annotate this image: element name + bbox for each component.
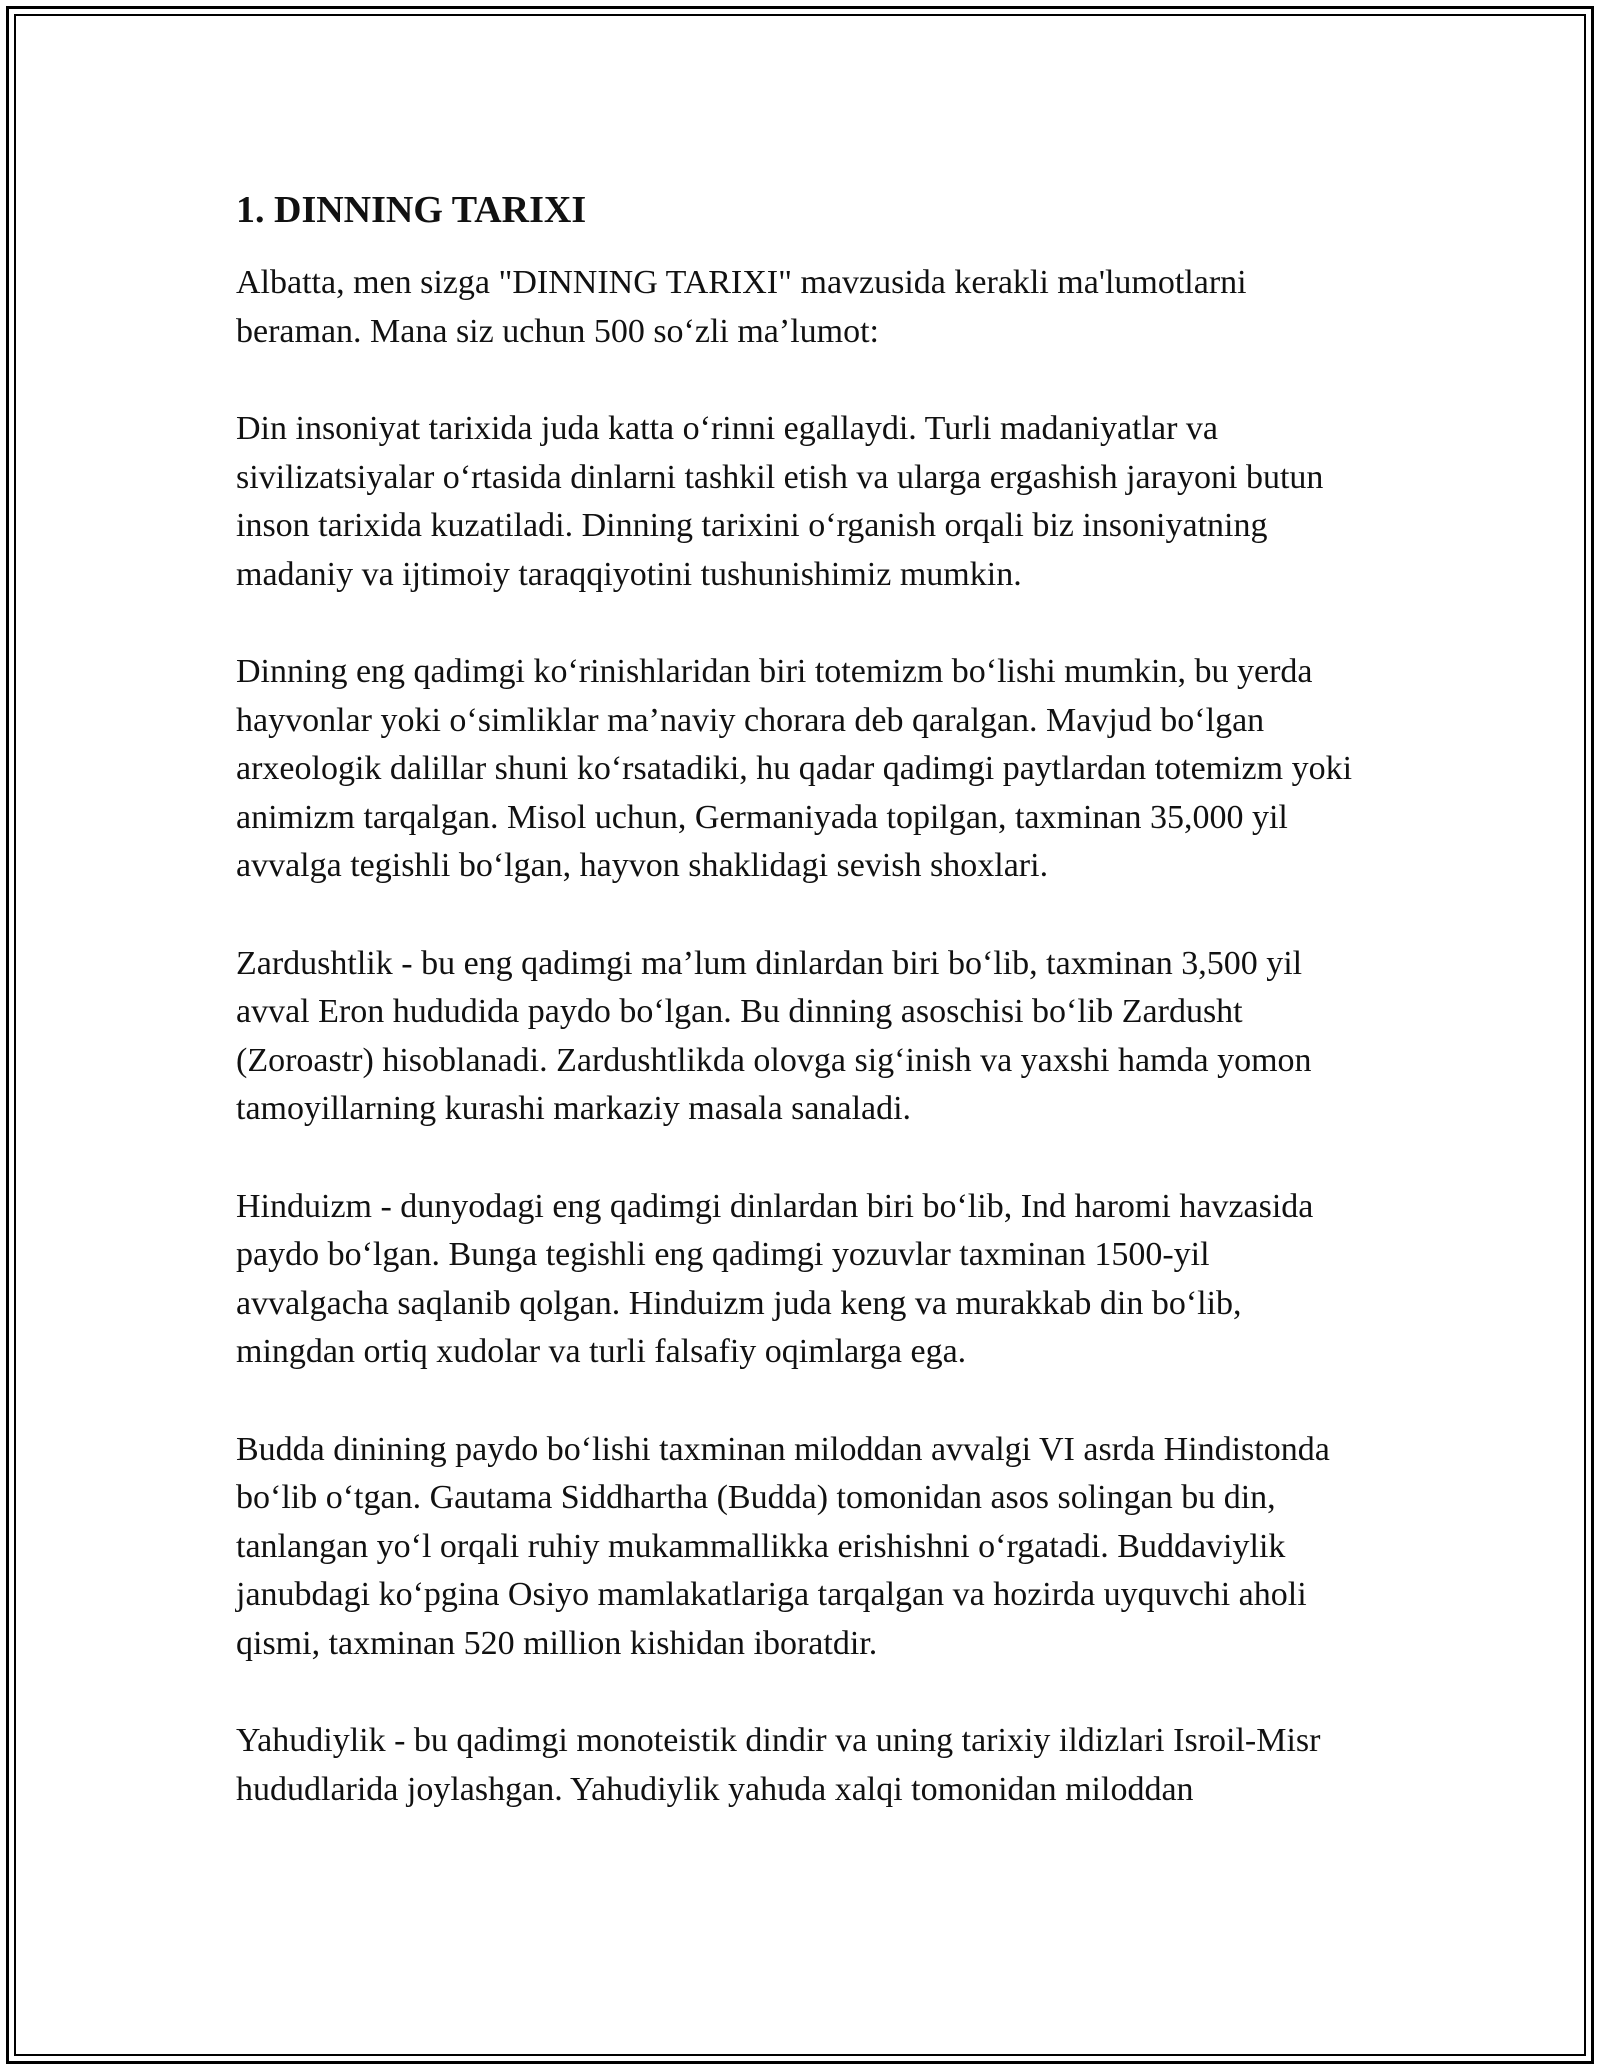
paragraph-yahudiylik: Yahudiylik - bu qadimgi monoteistik dindir va uning tarixiy ildizlari Isroil-Misr hududlarida joylashgan. Yahudiylik yahuda xalqi tomonidan miloddan [236,1722,1321,1808]
paragraph-totemizm: Dinning eng qadimgi ko‘rinishlaridan biri totemizm bo‘lishi mumkin, bu yerda hayvonlar yoki o‘simliklar ma’naviy chorara deb qaralgan. Mavjud bo‘lgan arxeologik dalillar shuni ko‘rsatadiki, hu qadar qadimgi paytlardan totemizm yoki animizm tarqalgan. Misol uchun, Germaniyada topilgan, taxminan 35,000 yil avvalga tegishli bo‘lgan, hayvon shaklidagi sevish shoxlari. [236,653,1353,884]
paragraph-intro: Albatta, men sizga "DINNING TARIXI" mavzusida kerakli ma'lumotlarni beraman. Mana siz uchun 500 so‘zli ma’lumot: [236,264,1247,350]
paragraph-hinduizm: Hinduizm - dunyodagi eng qadimgi dinlardan biri bo‘lib, Ind haromi havzasida paydo bo‘lgan. Bunga tegishli eng qadimgi yozuvlar taxminan 1500-yil avvalgacha saqlanib qolgan. Hinduizm juda keng va murakkab din bo‘lib, mingdan ortiq xudolar va turli falsafiy oqimlarga ega. [236,1187,1314,1370]
document-title: 1. DINNING TARIXI [236,189,587,231]
document-body [236,188,1366,1814]
paragraph-din-insoniyat: Din insoniyat tarixida juda katta o‘rinni egallaydi. Turli madaniyatlar va sivilizatsiyalar o‘rtasida dinlarni tashkil etish va ularga ergashish jarayoni butun inson tarixida kuzatiladi. Dinning tarixini o‘rganish orqali biz insoniyatning madaniy va ijtimoiy taraqqiyotini tushunishimiz mumkin. [236,410,1324,593]
paragraph-budda: Budda dinining paydo bo‘lishi taxminan miloddan avvalgi VI asrda Hindistonda bo‘lib o‘tgan. Gautama Siddhartha (Budda) tomonidan asos solingan bu din, tanlangan yo‘l orqali ruhiy mukammallikka erishishni o‘rgatadi. Buddaviylik janubdagi ko‘pgina Osiyo mamlakatlariga tarqalgan va hozirda uyquvchi aholi qismi, taxminan 520 million kishidan iboratdir. [236,1430,1330,1662]
paragraph-zardushtlik: Zardushtlik - bu eng qadimgi ma’lum dinlardan biri bo‘lib, taxminan 3,500 yil avval Eron hududida paydo bo‘lgan. Bu dinning asoschisi bo‘lib Zardusht (Zoroastr) hisoblanadi. Zardushtlikda olovga sig‘inish va yaxshi hamda yomon tamoyillarning kurashi markaziy masala sanaladi. [236,944,1312,1127]
